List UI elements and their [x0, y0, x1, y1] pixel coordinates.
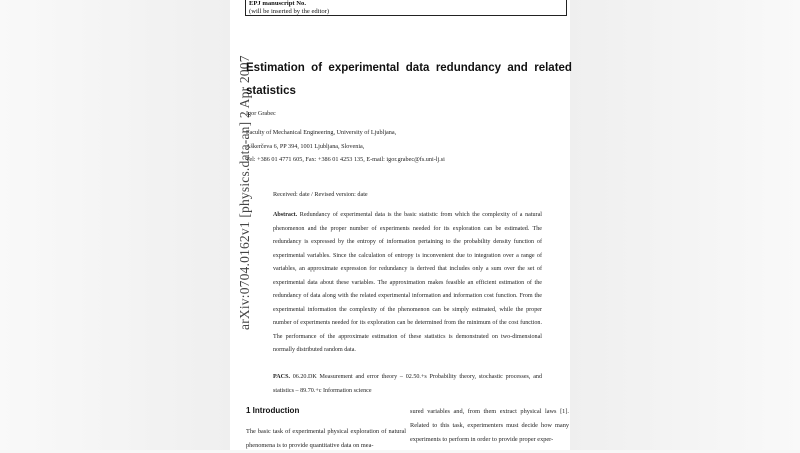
manuscript-box-note: (will be inserted by the editor): [249, 7, 330, 15]
pacs-label: PACS.: [273, 374, 290, 380]
received-date: Received: date / Revised version: date: [273, 191, 368, 198]
affiliation-line2: Aškerčeva 6, PP 394, 1001 Ljubljana, Slovenia,: [246, 143, 365, 150]
body-column-right: sured variables and, from them extract physical laws [1]. Related to this task, experimenters must decide how many experiments to perform in order to provide proper exper-: [410, 408, 569, 443]
pacs: [273, 371, 542, 398]
paper-title-line2: statistics: [246, 85, 296, 97]
body-column-left: The basic task of experimental physical exploration of natural phenomena is to provide quantitative data on mea-: [246, 428, 406, 449]
manuscript-box: [245, 0, 567, 16]
viewer-background-right: [570, 0, 800, 450]
affiliation-line3: Tel: +386 01 4771 605, Fax: +386 01 4253 135, E-mail: igor.grabec@fs.uni-lj.si: [246, 156, 445, 163]
affiliation-line1: Faculty of Mechanical Engineering, University of Ljubljana,: [246, 129, 397, 136]
paper-title-line1: Estimation of experimental data redundancy and related: [246, 62, 572, 74]
arxiv-stamp: arXiv:0704.0162v1 [physics.data-an] 2 Apr 2007: [237, 55, 252, 330]
viewer-background-left: [0, 0, 230, 450]
author-name: Igor Grabec: [246, 110, 276, 117]
abstract-label: Abstract.: [273, 212, 298, 218]
pacs-text: 06.20.DK Measurement and error theory – 02.50.+s Probability theory, stochastic processes, and statistics – 89.70.+c Information science: [273, 374, 543, 394]
abstract-text: Redundancy of experimental data is the basic statistic from which the complexity of a natural phenomenon and the proper number of experiments needed for its exploration can be estimated. The redundancy is expressed by the entropy of information pertaining to the probability density function of experimental variables. Since the calculation of entropy is inconvenient due to integration over a range of variables, an approximate expression for redundancy is derived that includes only a sum over the set of experimental data about these variables. The approximation makes feasible an efficient estimation of the redundancy of data along with the related experimental information and information cost function. From the experimental information the complexity of the phenomenon can be simply estimated, while the proper number of experiments needed for its exploration can be determined from the minimum of the cost function. The performance of the approximate estimation of these statistics is demonstrated on two-dimensional normally distributed random data.: [273, 212, 542, 353]
section-heading-introduction: 1 Introduction: [246, 406, 300, 415]
abstract: [273, 209, 542, 358]
manuscript-box-title: EPJ manuscript No.: [249, 0, 306, 7]
